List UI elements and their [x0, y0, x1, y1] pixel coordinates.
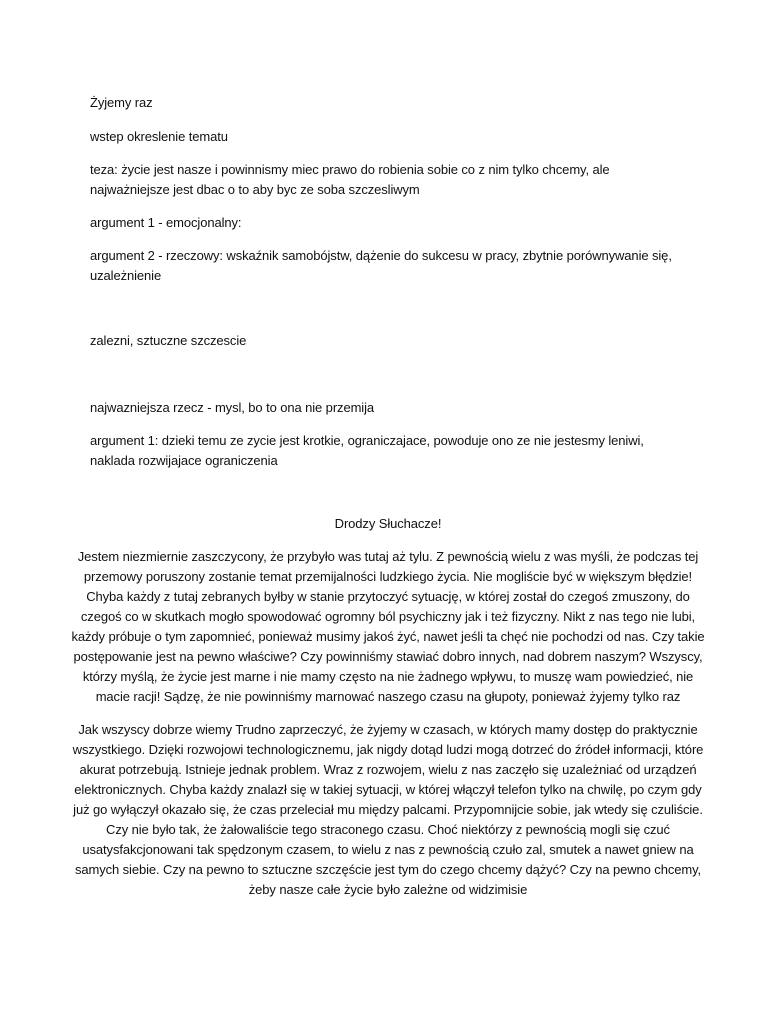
notes-argument-2: argument 2 - rzeczowy: wskaźnik samobójstw, dążenie do sukcesu w pracy, zbytnie porównywanie się, uzależnienie — [90, 248, 672, 283]
notes-line-dependence: zalezni, sztuczne szczescie — [90, 333, 247, 348]
notes-argument-1b: argument 1: dzieki temu ze zycie jest krotkie, ograniczajace, powoduje ono ze nie jestesmy leniwi, naklada rozwijajace ograniczenia — [90, 433, 644, 468]
speech-paragraph-1: Jestem niezmiernie zaszczycony, że przybyło was tutaj aż tylu. Z pewnością wielu z was myśli, że podczas tej przemowy poruszony zostanie temat przemijalności ludzkiego życia. Nie mogliście być w większym błędzie! Chyba każdy z tutaj zebranych byłby w stanie przytoczyć sytuację, w której został do czegoś zmuszony, do czegoś co w skutkach mogło spowodować ogromny ból psychiczny jak i też fizyczny. Nikt z nas tego nie lubi, każdy próbuje o tym zapomnieć, ponieważ musimy jakoś żyć, nawet jeśli ta chęć nie pochodzi od nas. Czy takie postępowanie jest na pewno właściwe? Czy powinniśmy stawiać dobro innych, nad dobrem naszym? Wszyscy, którzy myślą, że życie jest marne i nie mamy często na nie żadnego wpływu, to muszę wam powiedzieć, nie macie racji! Sądzę, że nie powinniśmy marnować naszego czasu na głupoty, ponieważ żyjemy tylko raz — [71, 549, 705, 704]
notes-argument-1: argument 1 - emocjonalny: — [90, 215, 242, 230]
notes-line-main-thing: najwazniejsza rzecz - mysl, bo to ona nie przemija — [90, 400, 375, 415]
notes-thesis: teza: życie jest nasze i powinnismy miec prawo do robienia sobie co z nim tylko chcemy, ale najważniejsze jest dbac o to aby byc ze soba szczesliwym — [90, 162, 610, 197]
notes-intro: wstep okreslenie tematu — [90, 129, 228, 144]
speech-paragraph-2: Jak wszyscy dobrze wiemy Trudno zaprzeczyć, że żyjemy w czasach, w których mamy dostęp do praktycznie wszystkiego. Dzięki rozwojowi technologicznemu, jak nigdy dotąd ludzi mogą dotrzeć do źródeł informacji, które akurat potrzebują. Istnieje jednak problem. Wraz z rozwojem, wielu z nas zaczęło się uzależniać od urządzeń elektronicznych. Chyba każdy znalazł się w takiej sytuacji, w której włączył telefon tylko na chwilę, po czym gdy już go wyłączył okazało się, że czas przeleciał mu między palcami. Przypomnijcie sobie, jak wtedy się czuliście. Czy nie było tak, że żałowaliście tego straconego czasu. Choć niektórzy z pewnością mogli się czuć usatysfakcjonowani tak spędzonym czasem, to wielu z nas z pewnością czuło zal, smutek a nawet gniew na samych siebie. Czy na pewno to sztuczne szczęście jest tym do czego chcemy dążyć? Czy na pewno chcemy, żeby nasze całe życie było zależne od widzimisie — [72, 722, 704, 897]
notes-section — [90, 93, 690, 471]
speech-salutation: Drodzy Słuchacze! — [334, 516, 442, 531]
speech-section — [70, 514, 706, 900]
notes-title: Żyjemy raz — [90, 95, 153, 110]
